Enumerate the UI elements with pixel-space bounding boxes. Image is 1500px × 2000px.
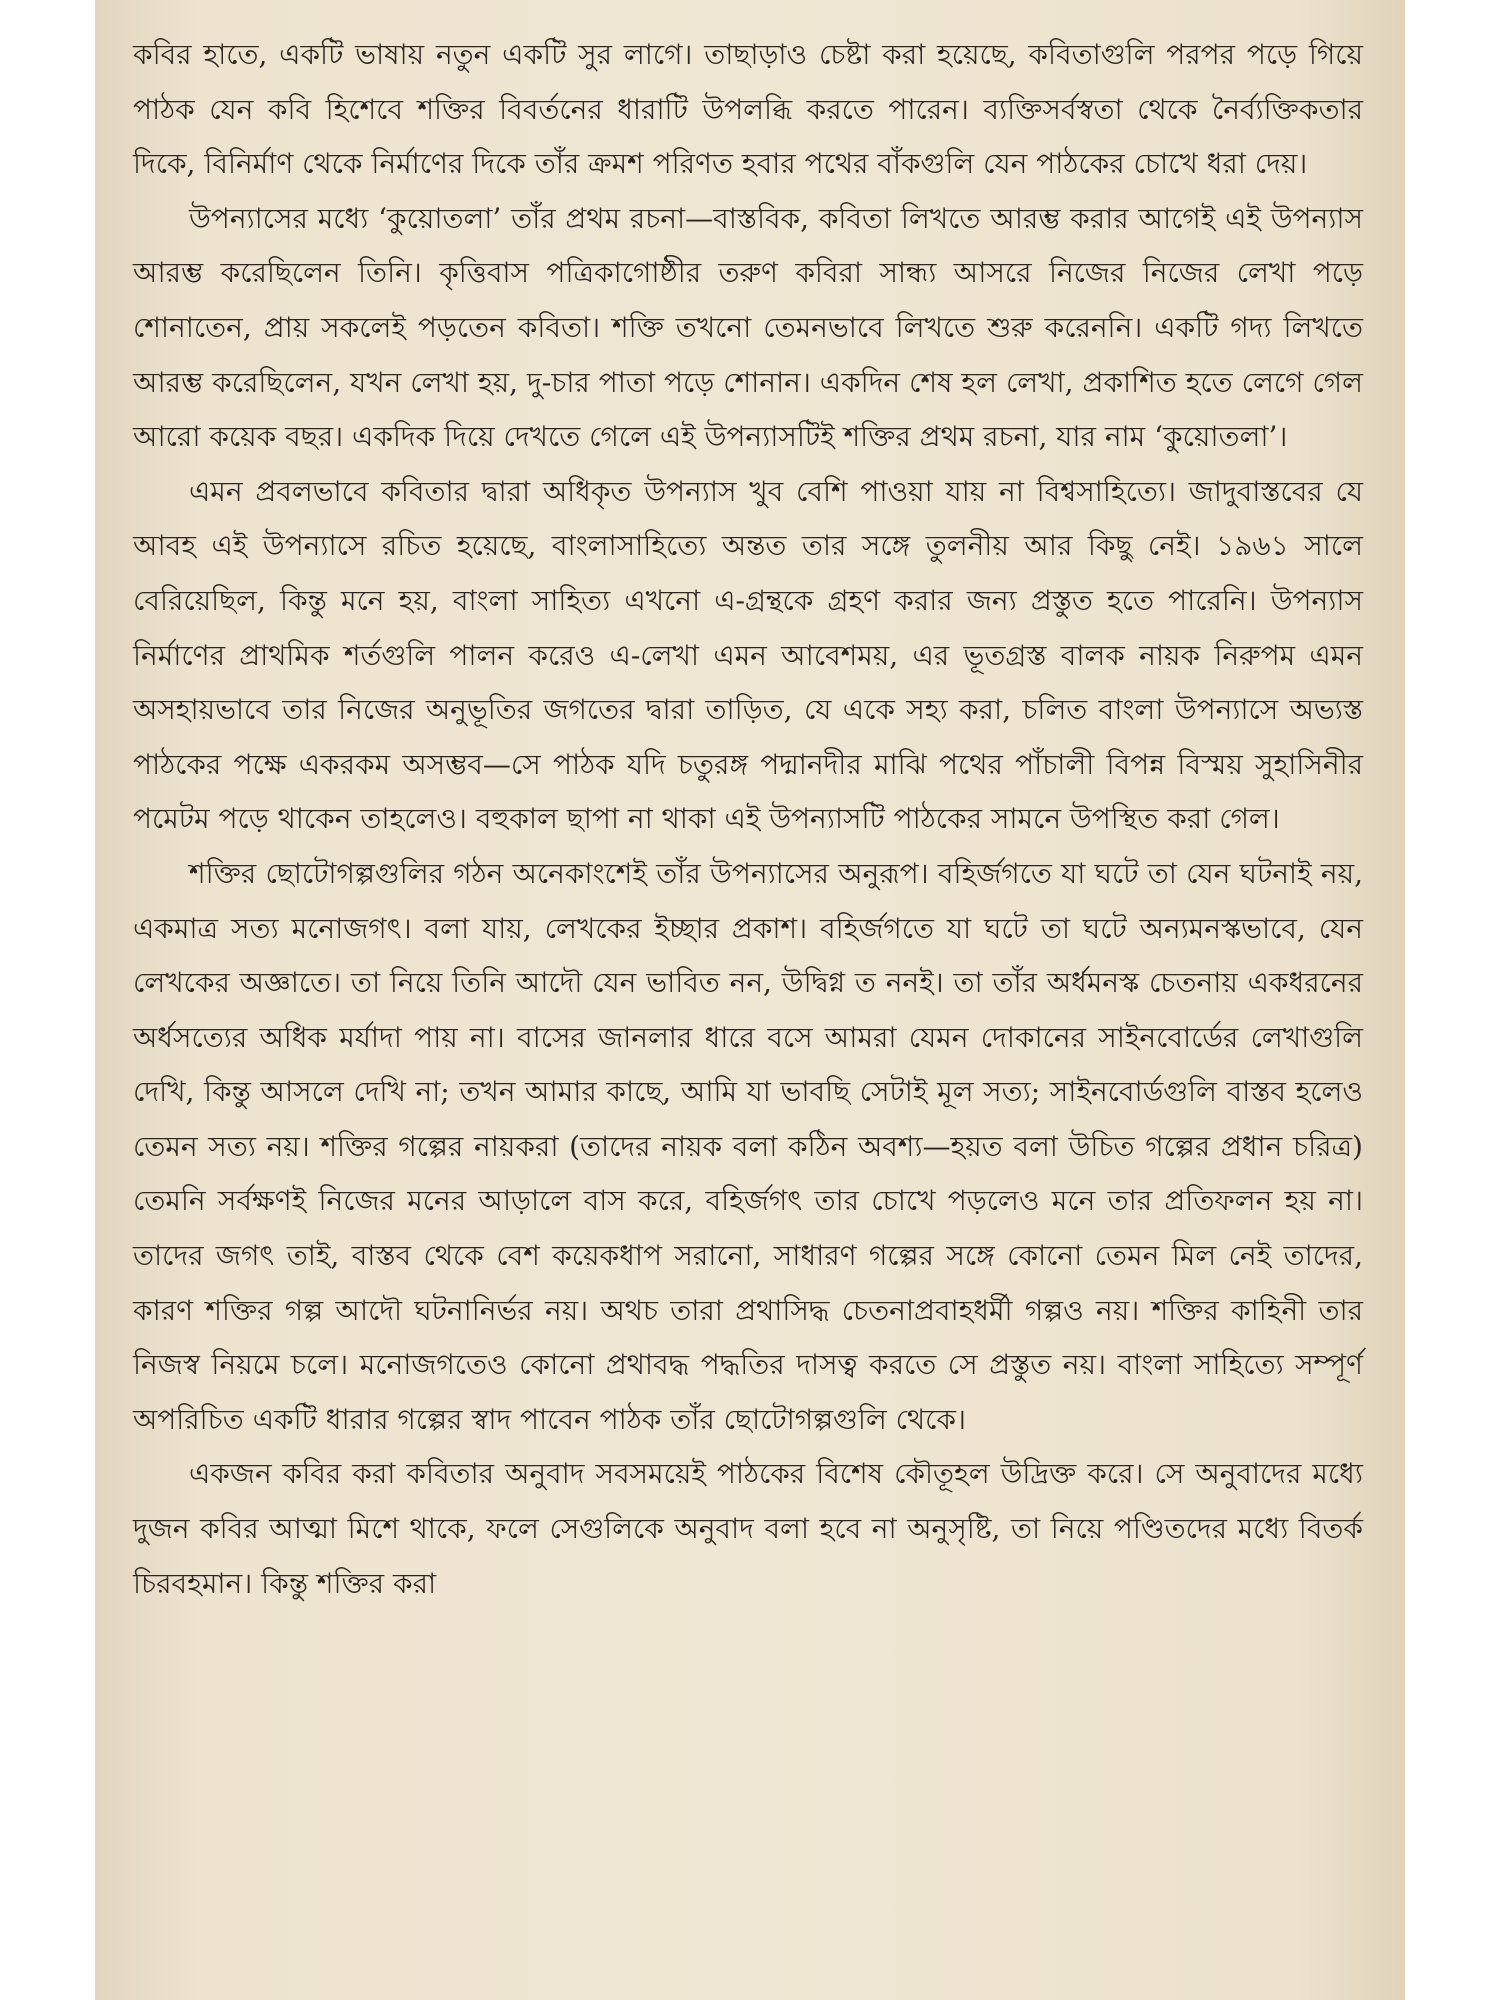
- paragraph-1: কবির হাতে, একটি ভাষায় নতুন একটি সুর লাগে। তাছাড়াও চেষ্টা করা হয়েছে, কবিতাগুলি পরপর পড়ে গিয়ে পাঠক যেন কবি হিশেবে শক্তির বিবর্তনের ধারাটি উপলব্ধি করতে পারেন। ব্যক্তিসর্বস্বতা থেকে নৈর্ব্যক্তিকতার দিকে, বিনির্মাণ থেকে নির্মাণের দিকে তাঁর ক্রমশ পরিণত হবার পথের বাঁকগুলি যেন পাঠকের চোখে ধরা দেয়।: [133, 38, 1363, 181]
- paragraph-3: এমন প্রবলভাবে কবিতার দ্বারা অধিকৃত উপন্যাস খুব বেশি পাওয়া যায় না বিশ্বসাহিত্যে। জাদুবাস্তবের যে আবহ এই উপন্যাসে রচিত হয়েছে, বাংলাসাহিত্যে অন্তত তার সঙ্গে তুলনীয় আর কিছু নেই। ১৯৬১ সালে বেরিয়েছিল, কিন্তু মনে হয়, বাংলা সাহিত্য এখনো এ-গ্রন্থকে গ্রহণ করার জন্য প্রস্তুত হতে পারেনি। উপন্যাস নির্মাণের প্রাথমিক শর্তগুলি পালন করেও এ-লেখা এমন আবেশময়, এর ভূতগ্রস্ত বালক নায়ক নিরুপম এমন অসহায়ভাবে তার নিজের অনুভূতির জগতের দ্বারা তাড়িত, যে একে সহ্য করা, চলিত বাংলা উপন্যাসে অভ্যস্ত পাঠকের পক্ষে একরকম অসম্ভব—সে পাঠক যদি চতুরঙ্গ পদ্মানদীর মাঝি পথের পাঁচালী বিপন্ন বিস্ময় সুহাসিনীর পমেটম পড়ে থাকেন তাহলেও। বহুকাল ছাপা না থাকা এই উপন্যাসটি পাঠকের সামনে উপস্থিত করা গেল।: [133, 474, 1363, 836]
- paragraph-5: একজন কবির করা কবিতার অনুবাদ সবসময়েই পাঠকের বিশেষ কৌতূহল উদ্রিক্ত করে। সে অনুবাদের মধ্যে দুজন কবির আত্মা মিশে থাকে, ফলে সেগুলিকে অনুবাদ বলা হবে না অনুসৃষ্টি, তা নিয়ে পণ্ডিতদের মধ্যে বিতর্ক চিরবহমান। কিন্তু শক্তির করা: [133, 1457, 1363, 1600]
- paragraph-2: উপন্যাসের মধ্যে ‘কুয়োতলা’ তাঁর প্রথম রচনা—বাস্তবিক, কবিতা লিখতে আরম্ভ করার আগেই এই উপন্যাস আরম্ভ করেছিলেন তিনি। কৃত্তিবাস পত্রিকাগোষ্ঠীর তরুণ কবিরা সান্ধ্য আসরে নিজের নিজের লেখা পড়ে শোনাতেন, প্রায় সকলেই পড়তেন কবিতা। শক্তি তখনো তেমনভাবে লিখতে শুরু করেননি। একটি গদ্য লিখতে আরম্ভ করেছিলেন, যখন লেখা হয়, দু-চার পাতা পড়ে শোনান। একদিন শেষ হল লেখা, প্রকাশিত হতে লেগে গেল আরো কয়েক বছর। একদিক দিয়ে দেখতে গেলে এই উপন্যাসটিই শক্তির প্রথম রচনা, যার নাম ‘কুয়োতলা’।: [133, 201, 1363, 454]
- book-page: [95, 0, 1405, 2000]
- paragraph-4: শক্তির ছোটোগল্পগুলির গঠন অনেকাংশেই তাঁর উপন্যাসের অনুরূপ। বহির্জগতে যা ঘটে তা যেন ঘটনাই নয়, একমাত্র সত্য মনোজগৎ। বলা যায়, লেখকের ইচ্ছার প্রকাশ। বহির্জগতে যা ঘটে তা ঘটে অন্যমনস্কভাবে, যেন লেখকের অজ্ঞাতে। তা নিয়ে তিনি আদৌ যেন ভাবিত নন, উদ্বিগ্ন ত ননই। তা তাঁর অর্ধমনস্ক চেতনায় একধরনের অর্ধসত্যের অধিক মর্যাদা পায় না। বাসের জানলার ধারে বসে আমরা যেমন দোকানের সাইনবোর্ডের লেখাগুলি দেখি, কিন্তু আসলে দেখি না; তখন আমার কাছে, আমি যা ভাবছি সেটাই মূল সত্য; সাইনবোর্ডগুলি বাস্তব হলেও তেমন সত্য নয়। শক্তির গল্পের নায়করা (তাদের নায়ক বলা কঠিন অবশ্য—হয়ত বলা উচিত গল্পের প্রধান চরিত্র) তেমনি সর্বক্ষণই নিজের মনের আড়ালে বাস করে, বহির্জগৎ তার চোখে পড়লেও মনে তার প্রতিফলন হয় না। তাদের জগৎ তাই, বাস্তব থেকে বেশ কয়েকধাপ সরানো, সাধারণ গল্পের সঙ্গে কোনো তেমন মিল নেই তাদের, কারণ শক্তির গল্প আদৌ ঘটনানির্ভর নয়। অথচ তারা প্রথাসিদ্ধ চেতনাপ্রবাহধর্মী গল্পও নয়। শক্তির কাহিনী তার নিজস্ব নিয়মে চলে। মনোজগতেও কোনো প্রথাবদ্ধ পদ্ধতির দাসত্ব করতে সে প্রস্তুত নয়। বাংলা সাহিত্যে সম্পূর্ণ অপরিচিত একটি ধারার গল্পের স্বাদ পাবেন পাঠক তাঁর ছোটোগল্পগুলি থেকে।: [133, 856, 1363, 1436]
- body-text: [133, 28, 1363, 1611]
